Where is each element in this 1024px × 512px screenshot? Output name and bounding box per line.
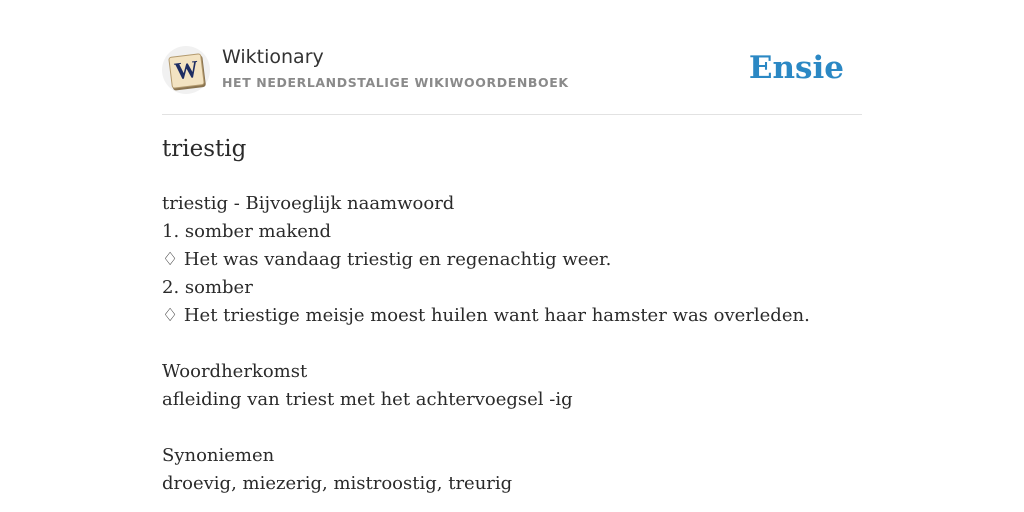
wiktionary-logo[interactable] (162, 46, 210, 94)
entry-content (162, 190, 862, 498)
logo-tile-icon: W (168, 53, 205, 89)
site-title[interactable]: Wiktionary (222, 46, 324, 68)
site-header (162, 44, 862, 115)
example-1: ♢ Het was vandaag triestig en regenachtig weer. (162, 249, 612, 270)
etymology-text: afleiding van triest met het achtervoegsel -ig (162, 389, 573, 410)
synonyms-text: droevig, miezerig, mistroostig, treurig (162, 473, 513, 494)
sense-1: 1. somber makend (162, 221, 332, 242)
synonyms-heading: Synoniemen (162, 445, 275, 466)
spacer (162, 330, 862, 358)
page-title: triestig (162, 136, 247, 162)
ensie-brand-link[interactable]: Ensie (748, 50, 844, 86)
part-of-speech-line: triestig - Bijvoeglijk naamwoord (162, 193, 455, 214)
etymology-heading: Woordherkomst (162, 361, 308, 382)
sense-2: 2. somber (162, 277, 253, 298)
site-subtitle: HET NEDERLANDSTALIGE WIKIWOORDENBOEK (222, 75, 569, 90)
spacer (162, 414, 862, 442)
example-2: ♢ Het triestige meisje moest huilen want haar hamster was overleden. (162, 305, 810, 326)
